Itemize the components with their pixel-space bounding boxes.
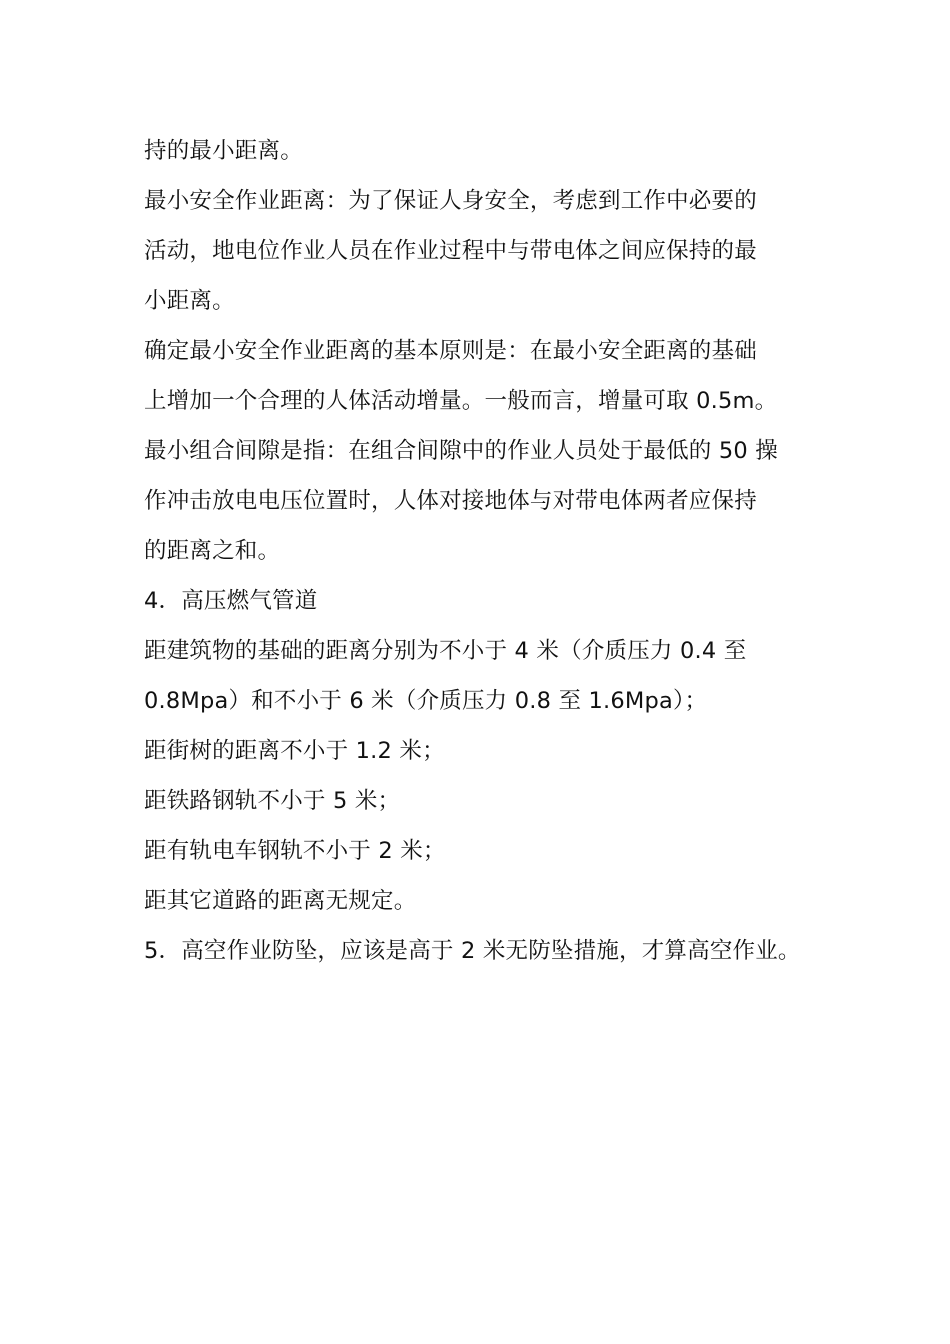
text-line: 活动，地电位作业人员在作业过程中与带电体之间应保持的最 [144, 238, 757, 264]
text-line: 距其它道路的距离无规定。 [144, 888, 417, 914]
text-line: 距铁路钢轨不小于 5 米； [144, 788, 401, 814]
text-line: 距有轨电车钢轨不小于 2 米； [144, 838, 446, 864]
text-line: 0.8Mpa）和不小于 6 米（介质压力 0.8 至 1.6Mpa）； [144, 688, 708, 714]
text-line: 的距离之和。 [144, 538, 281, 564]
section-heading: 4．高压燃气管道 [144, 588, 318, 614]
text-line: 上增加一个合理的人体活动增量。一般而言，增量可取 0.5m。 [144, 388, 778, 414]
text-line: 确定最小安全作业距离的基本原则是：在最小安全距离的基础 [144, 338, 757, 364]
text-line: 持的最小距离。 [144, 138, 303, 164]
text-line: 最小组合间隙是指：在组合间隙中的作业人员处于最低的 50 操 [144, 438, 778, 464]
document-body [144, 126, 844, 976]
text-line: 作冲击放电电压位置时，人体对接地体与对带电体两者应保持 [144, 488, 757, 514]
section-heading: 5．高空作业防坠，应该是高于 2 米无防坠措施，才算高空作业。 [144, 938, 801, 964]
text-line: 距建筑物的基础的距离分别为不小于 4 米（介质压力 0.4 至 [144, 638, 747, 664]
text-line: 最小安全作业距离：为了保证人身安全，考虑到工作中必要的 [144, 188, 757, 214]
text-line: 距街树的距离不小于 1.2 米； [144, 738, 445, 764]
text-line: 小距离。 [144, 288, 235, 314]
